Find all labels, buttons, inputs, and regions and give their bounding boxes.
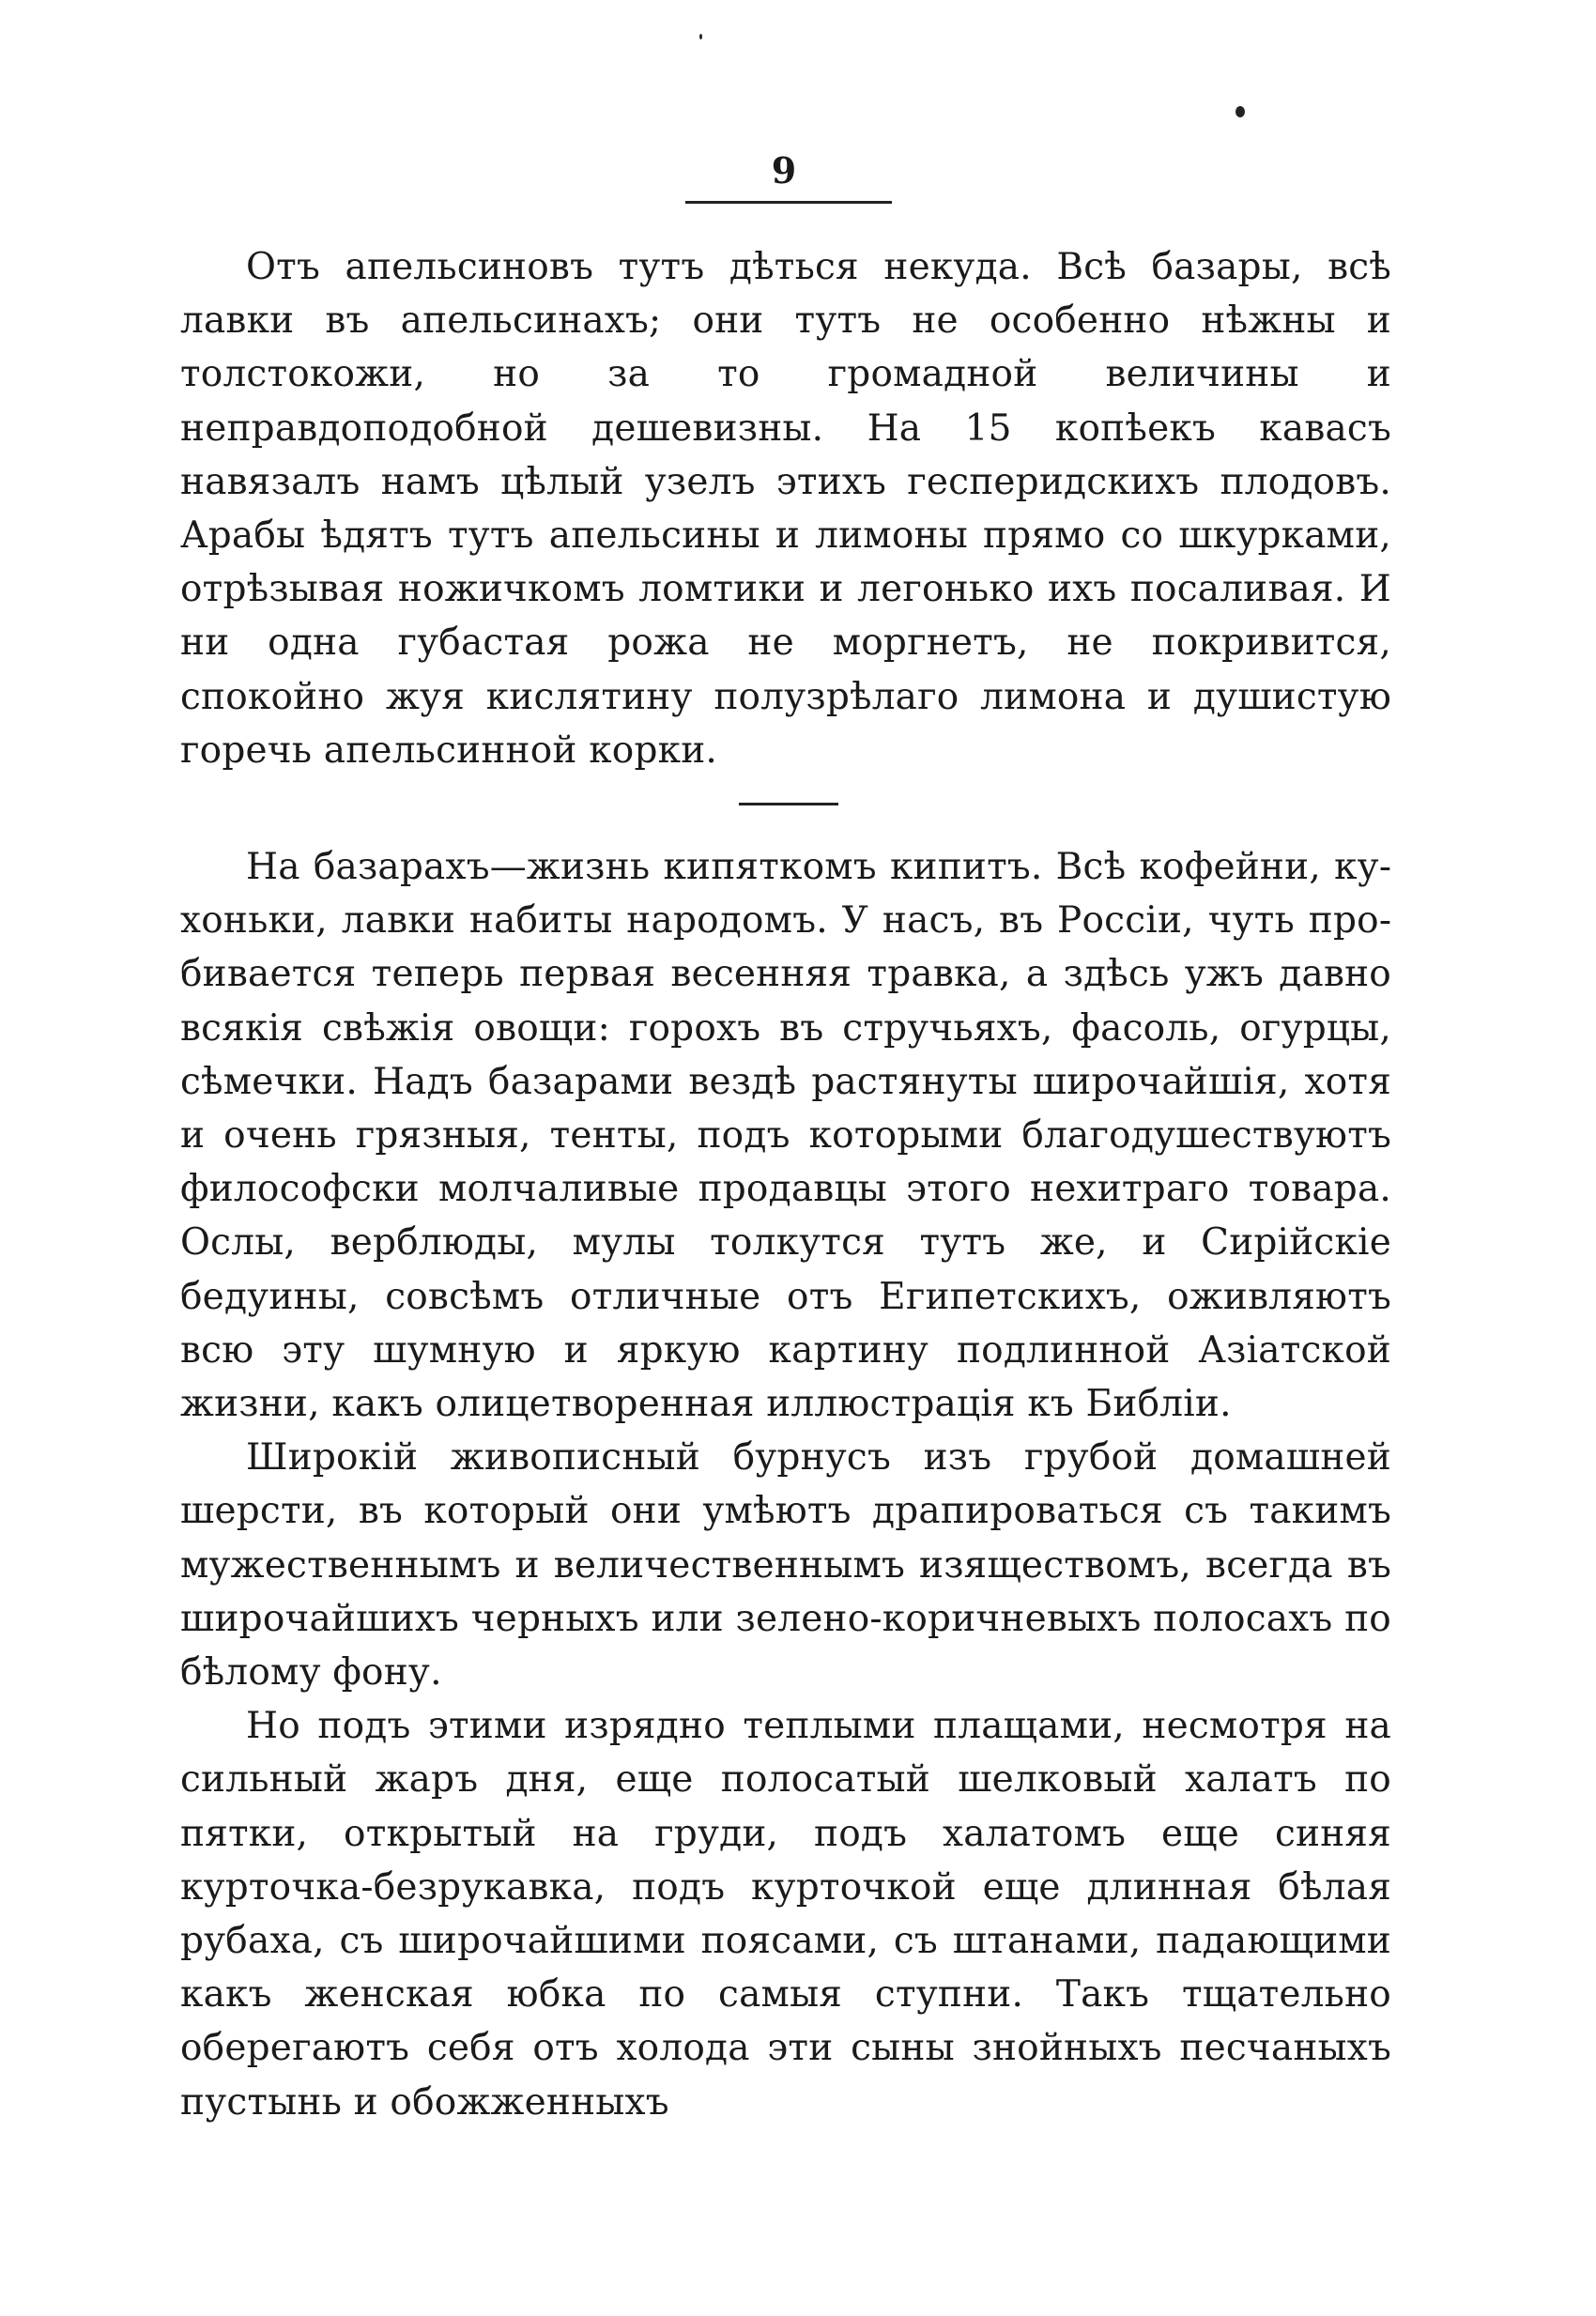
scan-speck	[699, 34, 702, 39]
paragraph: Широкій живописный бурнусъ изъ грубой домашней шерсти, въ который они умѣютъ драпироваться съ такимъ мужественнымъ и величественнымъ изяществомъ, всегда въ широчайшихъ черныхъ или зелено-коричневыхъ полосахъ по бѣлому фону.	[180, 1436, 1391, 1695]
page-number: 9	[771, 149, 797, 192]
scan-speck	[1235, 106, 1245, 117]
text-block	[180, 840, 1391, 2129]
section-separator	[739, 803, 838, 805]
paragraph: Но подъ этими изрядно теплыми плащами, несмотря на сильный жаръ дня, еще полосатый шелковый халатъ по пятки, открытый на груди, подъ халатомъ еще синяя курточка-безрукавка, подъ курточкой еще длинная бѣлая рубаха, съ широчайшими поясами, съ штанами, падающими какъ женская юбка по самыя ступни. Такъ тщательно оберегаютъ себя отъ холода эти сыны знойныхъ песчаныхъ пустынь и обожженныхъ	[180, 1705, 1391, 2124]
paragraph: Отъ апельсиновъ тутъ дѣться некуда. Всѣ базары, всѣ лавки въ апельсинахъ; они тутъ не особенно нѣжны и толстокожи, но за то громадной величины и неправдоподобной дешевизны. На 15 копѣекъ кавасъ навязалъ намъ цѣлый узелъ этихъ гесперидскихъ плодовъ. Арабы ѣдятъ тутъ апельсины и лимоны прямо со шкурками, отрѣзывая ножичкомъ ломтики и легонько ихъ посаливая. И ни одна губастая рожа не моргнетъ, не покривится, спокойно жуя кислятину полузрѣлаго лимона и душистую горечь апельсинной корки.	[180, 246, 1391, 772]
paragraph: На базарахъ—жизнь кипяткомъ кипитъ. Всѣ кофейни, кухоньки, лавки набиты народомъ. У насъ, въ Россіи, чуть пробивается теперь первая весенняя травка, а здѣсь ужъ давно всякія свѣжія овощи: горохъ въ стручьяхъ, фасоль, огурцы, сѣмечки. Надъ базарами вездѣ растянуты широчайшія, хотя и очень грязныя, тенты, подъ которыми благодушествуютъ философски молчаливые продавцы этого нехитраго товара. Ослы, верблюды, мулы толкутся тутъ же, и Сирійскіе бедуины, совсѣмъ отличные отъ Египетскихъ, оживляютъ всю эту шумную и яркую картину подлинной Азіатской жизни, какъ олицетворенная иллюстрація къ Библіи.	[180, 846, 1391, 1426]
page-number-rule	[685, 201, 892, 204]
text-block	[180, 240, 1391, 777]
